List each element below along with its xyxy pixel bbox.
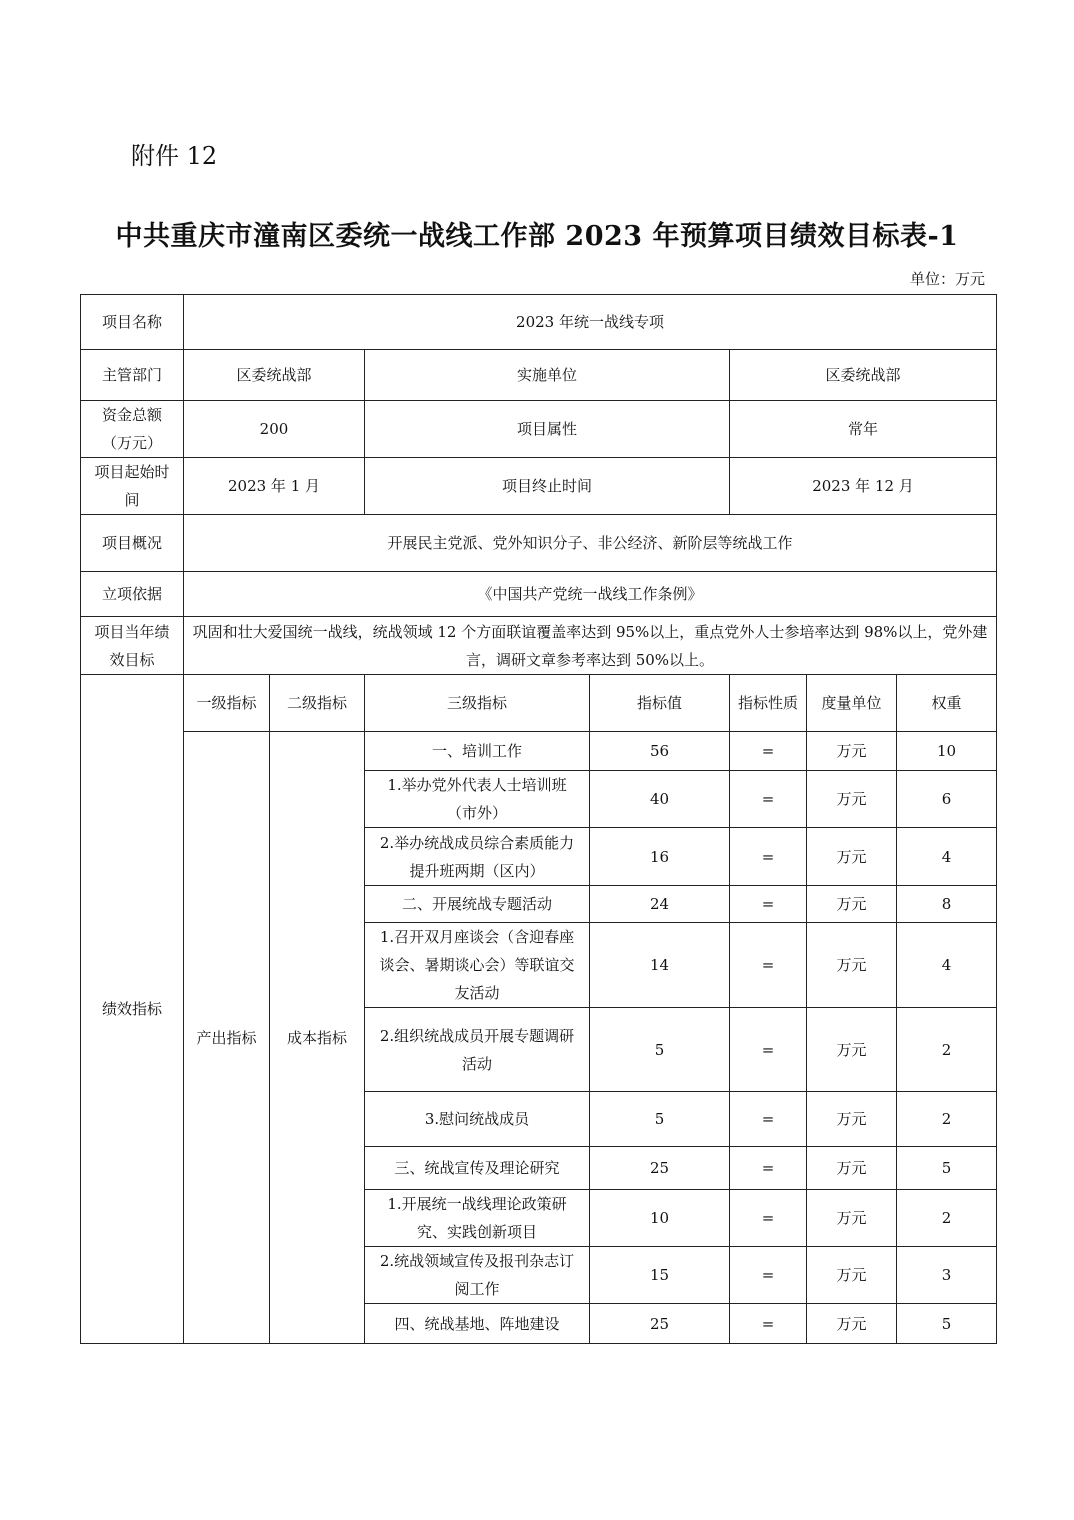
indicator-name: 2.组织统战成员开展专题调研活动 [365,1008,590,1092]
row-basis [81,572,997,617]
indicator-weight: 4 [897,828,997,886]
row-period [81,458,997,515]
indicator-name: 3.慰问统战成员 [365,1092,590,1147]
indicator-value: 5 [590,1008,730,1092]
perf-header-row [81,675,997,732]
header-nature: 指标性质 [730,675,807,732]
indicator-unit: 万元 [807,732,897,771]
indicator-name: 二、开展统战专题活动 [365,886,590,923]
indicator-unit: 万元 [807,1304,897,1344]
row-overview [81,515,997,572]
indicator-nature: = [730,771,807,828]
indicator-name: 三、统战宣传及理论研究 [365,1147,590,1190]
label-dept: 主管部门 [81,350,184,401]
label-impl: 实施单位 [365,350,730,401]
row-dept [81,350,997,401]
indicator-value: 25 [590,1147,730,1190]
unit-note: 单位：万元 [909,270,985,288]
header-value: 指标值 [590,675,730,732]
label-project-name: 项目名称 [81,295,184,350]
indicator-value: 10 [590,1190,730,1247]
indicator-name: 2.举办统战成员综合素质能力提升班两期（区内） [365,828,590,886]
indicator-unit: 万元 [807,1247,897,1304]
indicator-value: 16 [590,828,730,886]
value-impl: 区委统战部 [730,350,997,401]
indicator-weight: 5 [897,1147,997,1190]
indicator-name: 四、统战基地、阵地建设 [365,1304,590,1344]
row-fund [81,401,997,458]
indicator-nature: = [730,1147,807,1190]
indicator-unit: 万元 [807,1008,897,1092]
indicator-weight: 4 [897,923,997,1008]
value-project-name: 2023 年统一战线专项 [184,295,997,350]
attachment-number: 附件 12 [131,142,218,170]
indicator-name: 1.举办党外代表人士培训班（市外） [365,771,590,828]
indicator-name: 1.召开双月座谈会（含迎春座谈会、暑期谈心会）等联谊交友活动 [365,923,590,1008]
row-goal [81,617,997,675]
indicator-value: 5 [590,1092,730,1147]
label-overview: 项目概况 [81,515,184,572]
indicator-value: 56 [590,732,730,771]
header-level1: 一级指标 [184,675,270,732]
indicator-weight: 8 [897,886,997,923]
value-goal: 巩固和壮大爱国统一战线，统战领域 12 个方面联谊覆盖率达到 95%以上，重点党外人士参培率达到 98%以上，党外建言，调研文章参考率达到 50%以上。 [184,617,997,675]
indicator-unit: 万元 [807,923,897,1008]
indicator-nature: = [730,732,807,771]
indicator-weight: 2 [897,1092,997,1147]
indicator-value: 15 [590,1247,730,1304]
label-start: 项目起始时间 [81,458,184,515]
row-project-name [81,295,997,350]
value-level2: 成本指标 [270,732,365,1344]
indicator-unit: 万元 [807,886,897,923]
indicator-name: 1.开展统一战线理论政策研究、实践创新项目 [365,1190,590,1247]
indicator-weight: 6 [897,771,997,828]
label-goal: 项目当年绩效目标 [81,617,184,675]
value-level1: 产出指标 [184,732,270,1344]
indicator-weight: 5 [897,1304,997,1344]
table-row [81,732,997,771]
label-basis: 立项依据 [81,572,184,617]
label-fund: 资金总额（万元） [81,401,184,458]
indicator-unit: 万元 [807,1147,897,1190]
value-overview: 开展民主党派、党外知识分子、非公经济、新阶层等统战工作 [184,515,997,572]
indicator-nature: = [730,828,807,886]
indicator-weight: 3 [897,1247,997,1304]
indicator-value: 40 [590,771,730,828]
indicator-name: 一、培训工作 [365,732,590,771]
indicator-unit: 万元 [807,771,897,828]
label-attr: 项目属性 [365,401,730,458]
value-attr: 常年 [730,401,997,458]
indicator-unit: 万元 [807,828,897,886]
indicator-nature: = [730,923,807,1008]
indicator-nature: = [730,1190,807,1247]
header-weight: 权重 [897,675,997,732]
value-start: 2023 年 1 月 [184,458,365,515]
value-fund: 200 [184,401,365,458]
label-performance: 绩效指标 [81,675,184,1344]
value-end: 2023 年 12 月 [730,458,997,515]
indicator-weight: 2 [897,1008,997,1092]
performance-table [80,294,997,1344]
indicator-nature: = [730,1247,807,1304]
indicator-value: 24 [590,886,730,923]
indicator-weight: 2 [897,1190,997,1247]
indicator-nature: = [730,1092,807,1147]
indicator-nature: = [730,886,807,923]
header-unit: 度量单位 [807,675,897,732]
indicator-value: 25 [590,1304,730,1344]
indicator-nature: = [730,1304,807,1344]
document-title: 中共重庆市潼南区委统一战线工作部 2023 年预算项目绩效目标表-1 [115,221,959,252]
indicator-value: 14 [590,923,730,1008]
indicator-unit: 万元 [807,1190,897,1247]
header-level2: 二级指标 [270,675,365,732]
value-basis: 《中国共产党统一战线工作条例》 [184,572,997,617]
indicator-weight: 10 [897,732,997,771]
indicator-unit: 万元 [807,1092,897,1147]
value-dept: 区委统战部 [184,350,365,401]
header-level3: 三级指标 [365,675,590,732]
indicator-nature: = [730,1008,807,1092]
indicator-name: 2.统战领域宣传及报刊杂志订阅工作 [365,1247,590,1304]
label-end: 项目终止时间 [365,458,730,515]
